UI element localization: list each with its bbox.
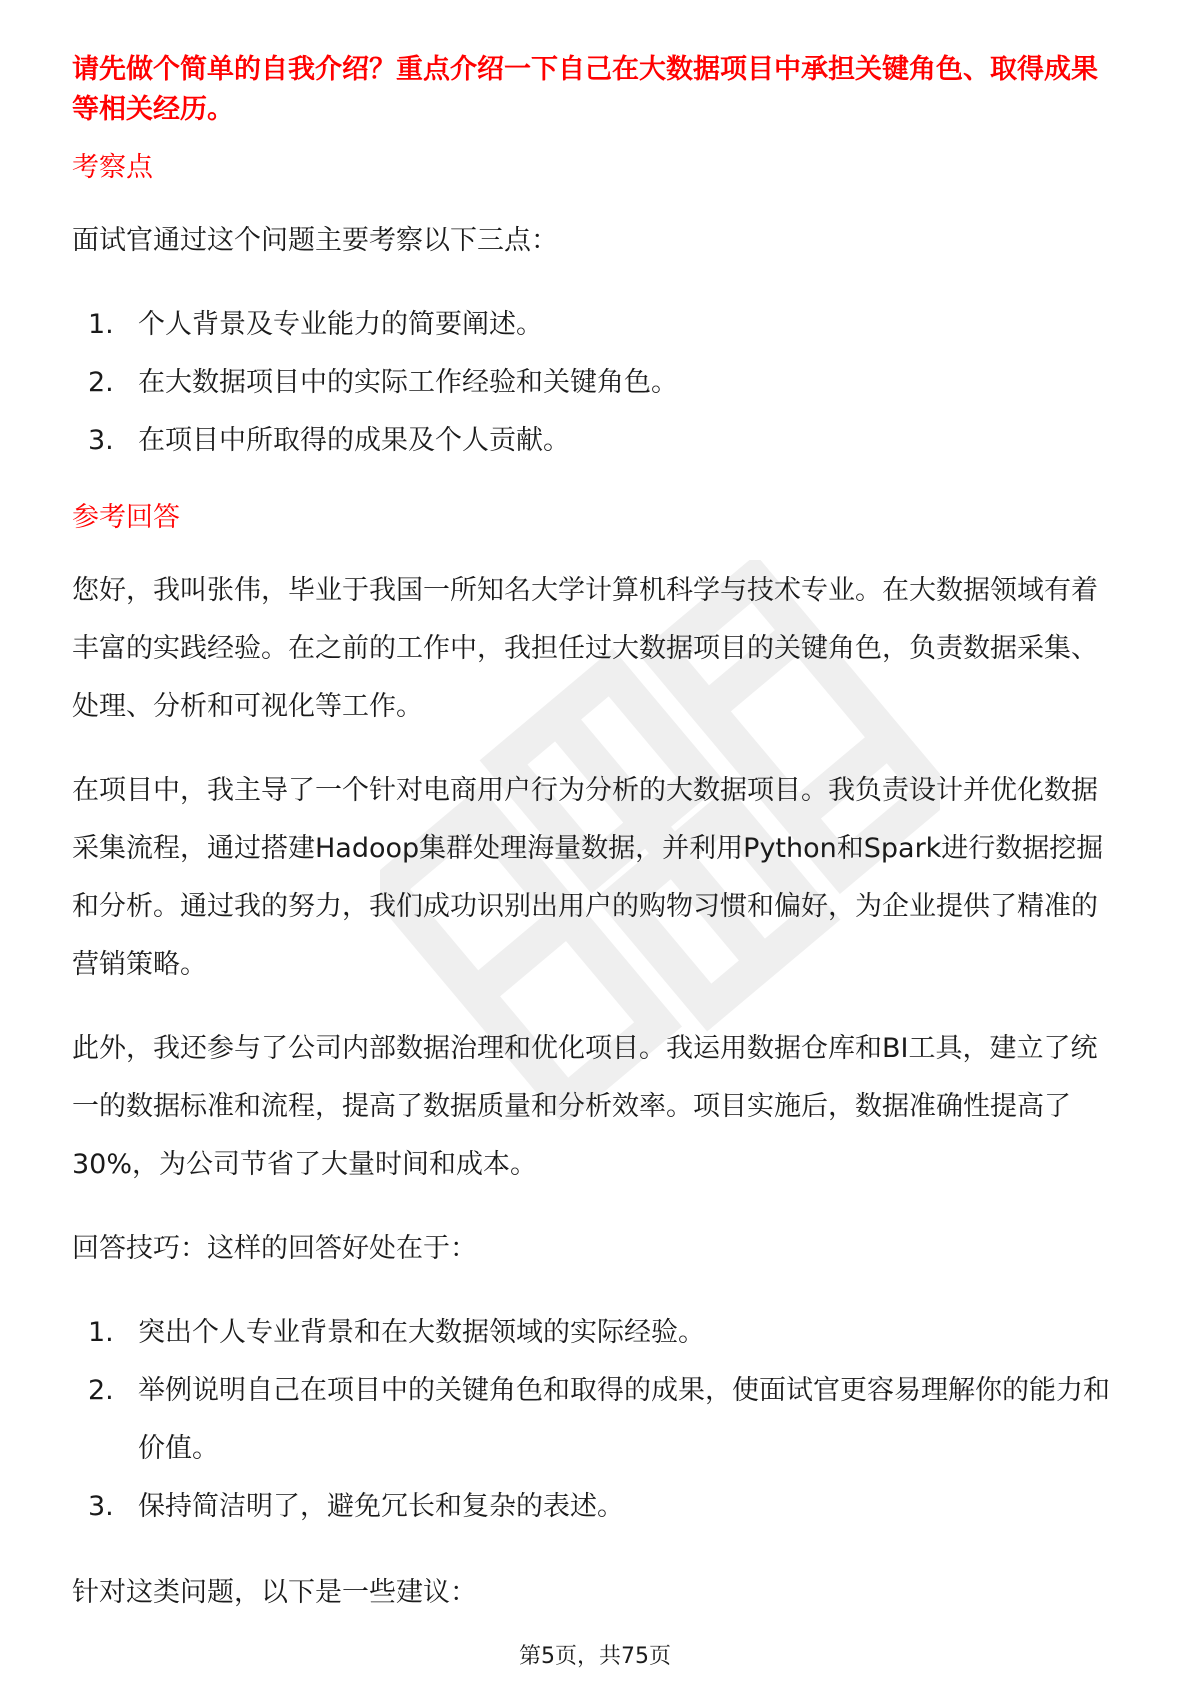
section-heading-reference-answer: 参考回答: [72, 502, 180, 533]
answer-paragraph: 此外，我还参与了公司内部数据治理和优化项目。我运用数据仓库和BI工具，建立了统一的数据标准和流程，提高了数据质量和分析效率。项目实施后，数据准确性提高了30%，为公司节省了大量时间和成本。: [72, 1033, 1098, 1180]
list-number: 1.: [88, 1317, 114, 1348]
examination-intro: 面试官通过这个问题主要考察以下三点：: [72, 225, 558, 256]
list-text: 突出个人专业背景和在大数据领域的实际经验。: [138, 1317, 705, 1348]
list-text: 举例说明自己在项目中的关键角色和取得的成果，使面试官更容易理解你的能力和价值。: [138, 1375, 1110, 1464]
document-page: [72, 50, 1122, 1622]
list-item: [72, 412, 1122, 470]
list-text: 保持简洁明了，避免冗长和复杂的表述。: [138, 1491, 624, 1522]
list-item: [72, 1362, 1122, 1478]
tips-intro: 回答技巧：这样的回答好处在于：: [72, 1233, 477, 1264]
answer-paragraph: 在项目中，我主导了一个针对电商用户行为分析的大数据项目。我负责设计并优化数据采集流程，通过搭建Hadoop集群处理海量数据，并利用Python和Spark进行数据挖掘和分析。通过我的努力，我们成功识别出用户的购物习惯和偏好，为企业提供了精准的营销策略。: [72, 775, 1104, 980]
section-heading-examination-points: 考察点: [72, 152, 153, 183]
list-item: [72, 1304, 1122, 1362]
list-number: 2.: [88, 1375, 114, 1406]
list-text: 在项目中所取得的成果及个人贡献。: [138, 425, 570, 456]
list-number: 3.: [88, 425, 114, 456]
page-number: 第5页，共75页: [519, 1644, 671, 1669]
closing-line: 针对这类问题，以下是一些建议：: [72, 1577, 477, 1608]
examination-points-list: [72, 296, 1122, 470]
question-title: 请先做个简单的自我介绍？重点介绍一下自己在大数据项目中承担关键角色、取得成果等相关经历。: [72, 54, 1098, 125]
list-number: 1.: [88, 309, 114, 340]
list-item: [72, 1478, 1122, 1536]
list-item: [72, 296, 1122, 354]
list-number: 3.: [88, 1491, 114, 1522]
list-item: [72, 354, 1122, 412]
list-number: 2.: [88, 367, 114, 398]
answer-paragraph: 您好，我叫张伟，毕业于我国一所知名大学计算机科学与技术专业。在大数据领域有着丰富的实践经验。在之前的工作中，我担任过大数据项目的关键角色，负责数据采集、处理、分析和可视化等工作。: [72, 575, 1098, 722]
tips-list: [72, 1304, 1122, 1536]
list-text: 个人背景及专业能力的简要阐述。: [138, 309, 543, 340]
list-text: 在大数据项目中的实际工作经验和关键角色。: [138, 367, 678, 398]
